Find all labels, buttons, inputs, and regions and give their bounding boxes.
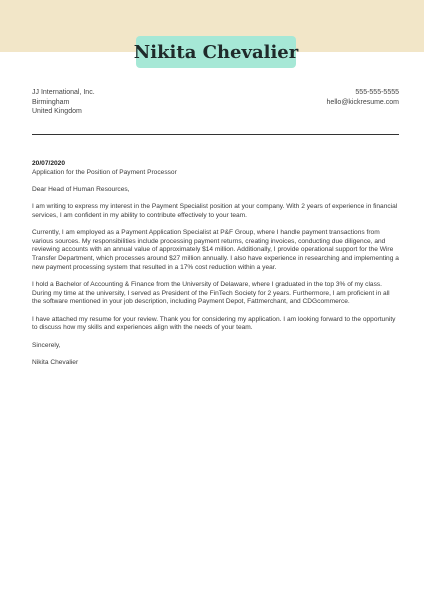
letter-paragraph: Currently, I am employed as a Payment Application Specialist at P&F Group, where I handle payment transactions from various sources. My responsibilities include processing payment returns, creating invoices, conducting due diligence, and reviewing accounts with an annual value of approximately $14 million. Additionally, I provide operational support for the Wire Transfer Department, which processes around $27 million annually. I also have experience in researching and implementing a new payment processing system that resulted in a 17% cost reduction within a year. [32,229,399,271]
letter-closing: Sincerely, [32,341,61,349]
name-banner [133,36,299,68]
contact-phone: 555-555-5555 [355,89,399,96]
recipient-address [32,88,95,117]
applicant-name: Nikita Chevalier [133,41,299,63]
letter-subject: Application for the Position of Payment Processor [32,168,177,176]
recipient-city: Birmingham [32,98,70,106]
letter-signature: Nikita Chevalier [32,359,79,367]
recipient-country: United Kingdom [32,108,82,115]
letter-greeting: Dear Head of Human Resources, [32,185,130,193]
letter-paragraph: I am writing to express my interest in the Payment Specialist position at your company. With 2 years of experience in financial services, I am confident in my ability to contribute effectively to your team. [32,203,398,219]
recipient-company: JJ International, Inc. [32,89,95,96]
letter-paragraph: I hold a Bachelor of Accounting & Finance from the University of Delaware, where I graduated in the top 3% of my class. During my time at the university, I served as President of the FinTech Society for 2 years. Furthermore, I am proficient in all the software mentioned in your job description, including Payment Depot, Fattmerchant, and CDGcommerce. [32,281,390,306]
divider [32,134,399,135]
letter-date: 20/07/2020 [32,160,66,167]
letter-paragraph: I have attached my resume for your review. Thank you for considering my application. I am looking forward to the opportunity to discuss how my skills and experiences align with the needs of your team. [32,315,396,332]
contact-email: hello@kickresume.com [326,98,399,106]
contact-info [327,88,399,107]
letter-body [32,160,400,376]
